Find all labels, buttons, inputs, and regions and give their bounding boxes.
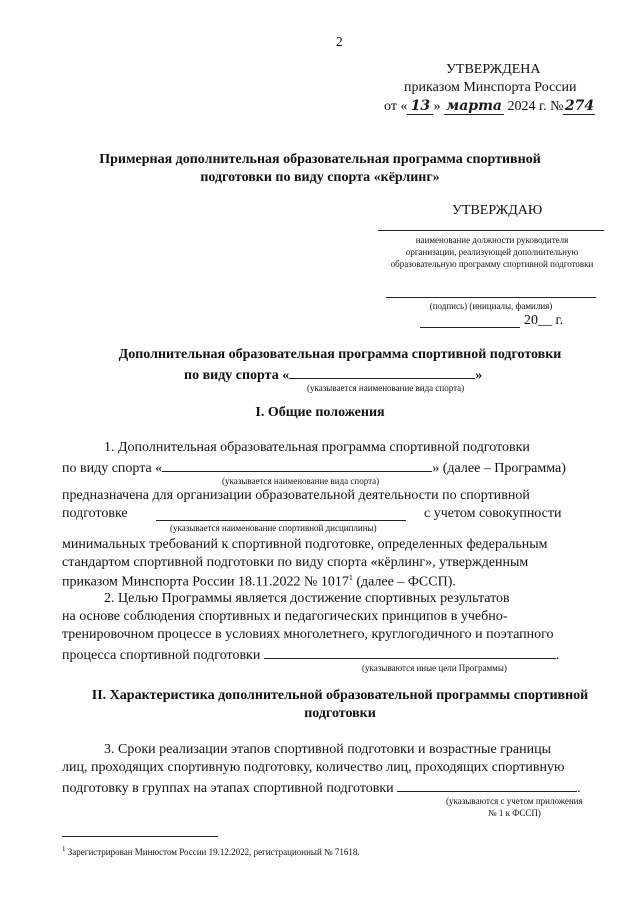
section2-heading-line2: подготовки	[304, 706, 376, 721]
p1-discipline-blank	[156, 520, 406, 521]
approve-year: 20__ г.	[524, 313, 564, 328]
p3-line3-a: подготовку в группах на этапах спортивной подготовки	[62, 781, 394, 796]
p2-line4	[62, 645, 559, 664]
doc-title-line2: подготовки по виду спорта «кёрлинг»	[200, 170, 440, 185]
p2-line4-b: .	[555, 648, 560, 663]
p2-line1: 2. Целью Программы является достижение спортивных результатов	[104, 591, 510, 606]
date-blank-line	[420, 327, 520, 328]
p1-line7	[62, 573, 456, 591]
program-title-suffix: »	[475, 368, 483, 383]
date-prefix: от «	[384, 99, 408, 114]
program-title-line1: Дополнительная образовательная программа спортивной подготовки	[118, 347, 562, 362]
p3-line3-b: .	[577, 781, 581, 796]
footnote-mark: 1	[62, 845, 66, 853]
section1-heading: I. Общие положения	[255, 405, 385, 420]
date-number: 274	[564, 98, 595, 114]
p1-sport-blank	[162, 458, 432, 472]
p1-line6: стандартом спортивной подготовки по виду спорта «кёрлинг», утвержденным	[62, 555, 529, 570]
approved-title: УТВЕРЖДЕНА	[446, 62, 541, 77]
p1-line5: минимальных требований к спортивной подготовке, определенных федеральным	[62, 537, 548, 552]
p2-caption: (указываются иные цели Программы)	[362, 663, 507, 673]
p1-line2	[62, 458, 566, 477]
date-year: 2024 г. №	[507, 99, 564, 114]
p1-line7-b: (далее – ФССП).	[352, 574, 456, 590]
p3-line2: лиц, проходящих спортивную подготовку, количество лиц, проходящих спортивную	[62, 760, 565, 775]
program-title-line2	[184, 365, 482, 384]
p1-line7-a: приказом Минспорта России 18.11.2022 № 1017	[62, 574, 349, 590]
date-month: марта	[445, 98, 502, 114]
p3-line1: 3. Сроки реализации этапов спортивной подготовки и возрастные границы	[104, 742, 552, 757]
sport-blank	[289, 365, 475, 379]
p1-line3: предназначена для организации образовательной деятельности по спортивной	[62, 488, 530, 503]
p1-caption2: (указывается наименование спортивной дисциплины)	[170, 523, 377, 533]
page-number: 2	[336, 34, 343, 49]
p1-line2-b: » (далее – Программа)	[432, 461, 566, 476]
program-title-caption: (указывается наименование вида спорта)	[307, 383, 465, 393]
p1-line4-b: с учетом совокупности	[424, 506, 562, 521]
date-day: 13	[407, 98, 433, 115]
approve-caption-3: образовательную программу спортивной подготовки	[390, 259, 594, 269]
p1-line1: 1. Дополнительная образовательная программа спортивной подготовки	[104, 440, 530, 455]
footnote-text: Зарегистрирован Минюстом России 19.12.2022, регистрационный № 71618.	[65, 847, 360, 857]
approve-caption-2: организации, реализующей дополнительную	[405, 247, 579, 257]
program-title-prefix: по виду спорта «	[184, 368, 290, 383]
p2-goals-blank	[264, 645, 556, 659]
approve-caption-1: наименование должности руководителя	[415, 235, 569, 245]
approved-order: приказом Минспорта России	[404, 80, 577, 95]
p3-caption1: (указываются с учетом приложения	[446, 796, 583, 806]
p1-caption1: (указывается наименование вида спорта)	[222, 476, 380, 486]
footnote	[62, 845, 360, 857]
p3-line3	[62, 778, 581, 797]
footnote-separator	[62, 836, 218, 837]
p3-blank	[397, 778, 577, 792]
approve-title: УТВЕРЖДАЮ	[452, 203, 543, 218]
signature-line	[386, 297, 596, 298]
p1-line2-a: по виду спорта «	[62, 461, 163, 476]
p2-line2: на основе соблюдения спортивных и педагогических принципов в учебно-	[62, 609, 508, 624]
p1-line4-a: подготовке	[62, 506, 128, 521]
doc-title-line1: Примерная дополнительная образовательная программа спортивной	[99, 152, 541, 167]
p3-caption2: № 1 к ФССП)	[488, 808, 541, 818]
section2-heading-line1: II. Характеристика дополнительной образовательной программы спортивной	[91, 688, 589, 703]
signature-caption: (подпись) (инициалы, фамилия)	[429, 301, 553, 311]
date-mid: »	[433, 99, 441, 114]
position-line	[378, 230, 604, 231]
p2-line3: тренировочном процессе в условиях многолетнего, круглогодичного и поэтапного	[62, 627, 554, 642]
approved-date-line	[384, 98, 595, 115]
footnote-ref: 1	[348, 573, 353, 582]
p2-line4-a: процесса спортивной подготовки	[62, 648, 261, 663]
